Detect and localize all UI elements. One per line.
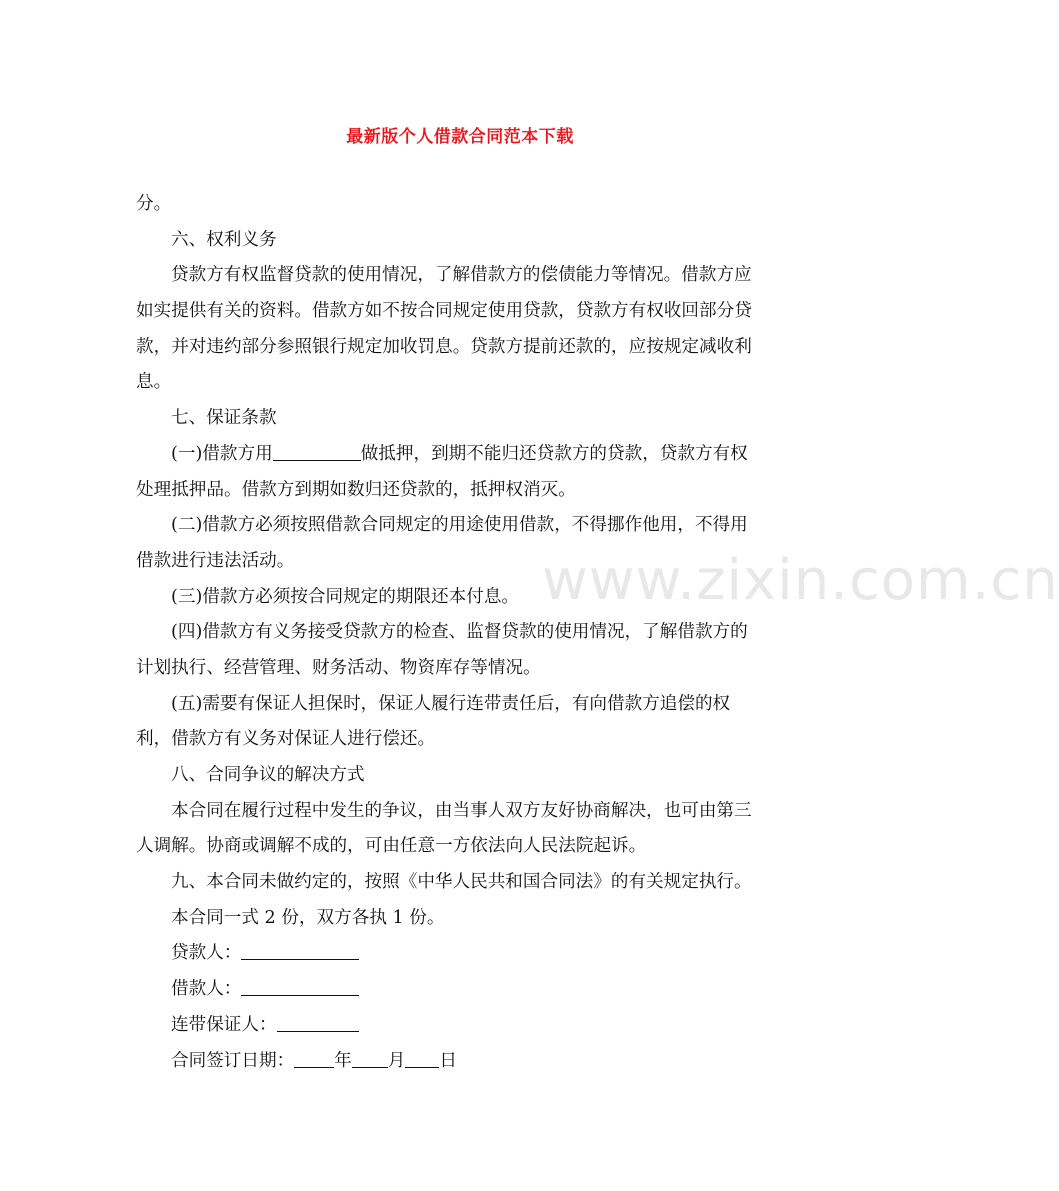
- section-heading: 六、权利义务: [171, 229, 277, 250]
- borrower-label: 借款人：: [171, 979, 242, 1000]
- clause-text: 做抵押，到期不能归还贷款方的贷款，贷款方有权: [360, 443, 748, 464]
- paragraph-line: (五)需要有保证人担保时，保证人履行连带责任后，有向借款方追偿的权: [171, 693, 731, 714]
- watermark: www.zixin.com.cn: [542, 548, 1059, 613]
- guarantor-blank: [277, 1013, 359, 1032]
- lender-signature-line: [136, 939, 784, 969]
- paragraph-line: 九、本合同未做约定的，按照《中华人民共和国合同法》的有关规定执行。: [171, 872, 752, 893]
- paragraph-line: 如实提供有关的资料。借款方如不按合同规定使用贷款，贷款方有权收回部分贷: [136, 301, 752, 322]
- paragraph-line: (二)借款方必须按照借款合同规定的用途使用借款，不得挪作他用，不得用: [171, 515, 748, 536]
- paragraph-line: 利，借款方有义务对保证人进行偿还。: [136, 729, 436, 750]
- paragraph-line: 分。: [136, 194, 172, 214]
- borrower-blank: [241, 977, 359, 996]
- paragraph-line: [136, 440, 784, 470]
- date-label: 合同签订日期：: [171, 1050, 295, 1071]
- paragraph-line: (三)借款方必须按合同规定的期限还本付息。: [171, 586, 520, 607]
- lender-blank: [241, 941, 359, 960]
- paragraph-line: 借款进行违法活动。: [136, 550, 295, 571]
- collateral-blank: [273, 442, 361, 461]
- day-blank: [405, 1049, 439, 1068]
- borrower-signature-line: [136, 975, 784, 1005]
- paragraph-line: 人调解。协商或调解不成的，可由任意一方依法向人民法院起诉。: [136, 836, 647, 857]
- paragraph-line: 息。: [136, 372, 172, 393]
- paragraph-line: 处理抵押品。借款方到期如数归还贷款的，抵押权消灭。: [136, 479, 576, 500]
- guarantor-signature-line: [136, 1011, 784, 1041]
- sign-date-line: [136, 1047, 784, 1077]
- paragraph-line: 本合同在履行过程中发生的争议，由当事人双方友好协商解决，也可由第三: [171, 800, 752, 821]
- month-label: 月: [387, 1050, 406, 1071]
- paragraph-line: 贷款方有权监督贷款的使用情况，了解借款方的偿债能力等情况。借款方应: [171, 265, 752, 286]
- section-heading: 七、保证条款: [171, 408, 277, 429]
- section-heading: 八、合同争议的解决方式: [171, 765, 365, 785]
- year-label: 年: [334, 1050, 352, 1071]
- paragraph-line: 计划执行、经营管理、财务活动、物资库存等情况。: [136, 657, 541, 678]
- year-blank: [294, 1049, 334, 1068]
- clause-text: (一)借款方用: [171, 443, 273, 464]
- paragraph-line: 本合同一式 2 份，双方各执 1 份。: [171, 907, 445, 928]
- document-title: 最新版个人借款合同范本下载: [346, 127, 574, 147]
- paragraph-line: (四)借款方有义务接受贷款方的检查、监督贷款的使用情况，了解借款方的: [171, 622, 748, 643]
- paragraph-line: 款，并对违约部分参照银行规定加收罚息。贷款方提前还款的，应按规定减收利: [136, 336, 752, 357]
- day-label: 日: [439, 1050, 457, 1071]
- month-blank: [352, 1049, 388, 1068]
- guarantor-label: 连带保证人：: [171, 1014, 277, 1035]
- lender-label: 贷款人：: [171, 943, 242, 964]
- document-body: [136, 190, 784, 1082]
